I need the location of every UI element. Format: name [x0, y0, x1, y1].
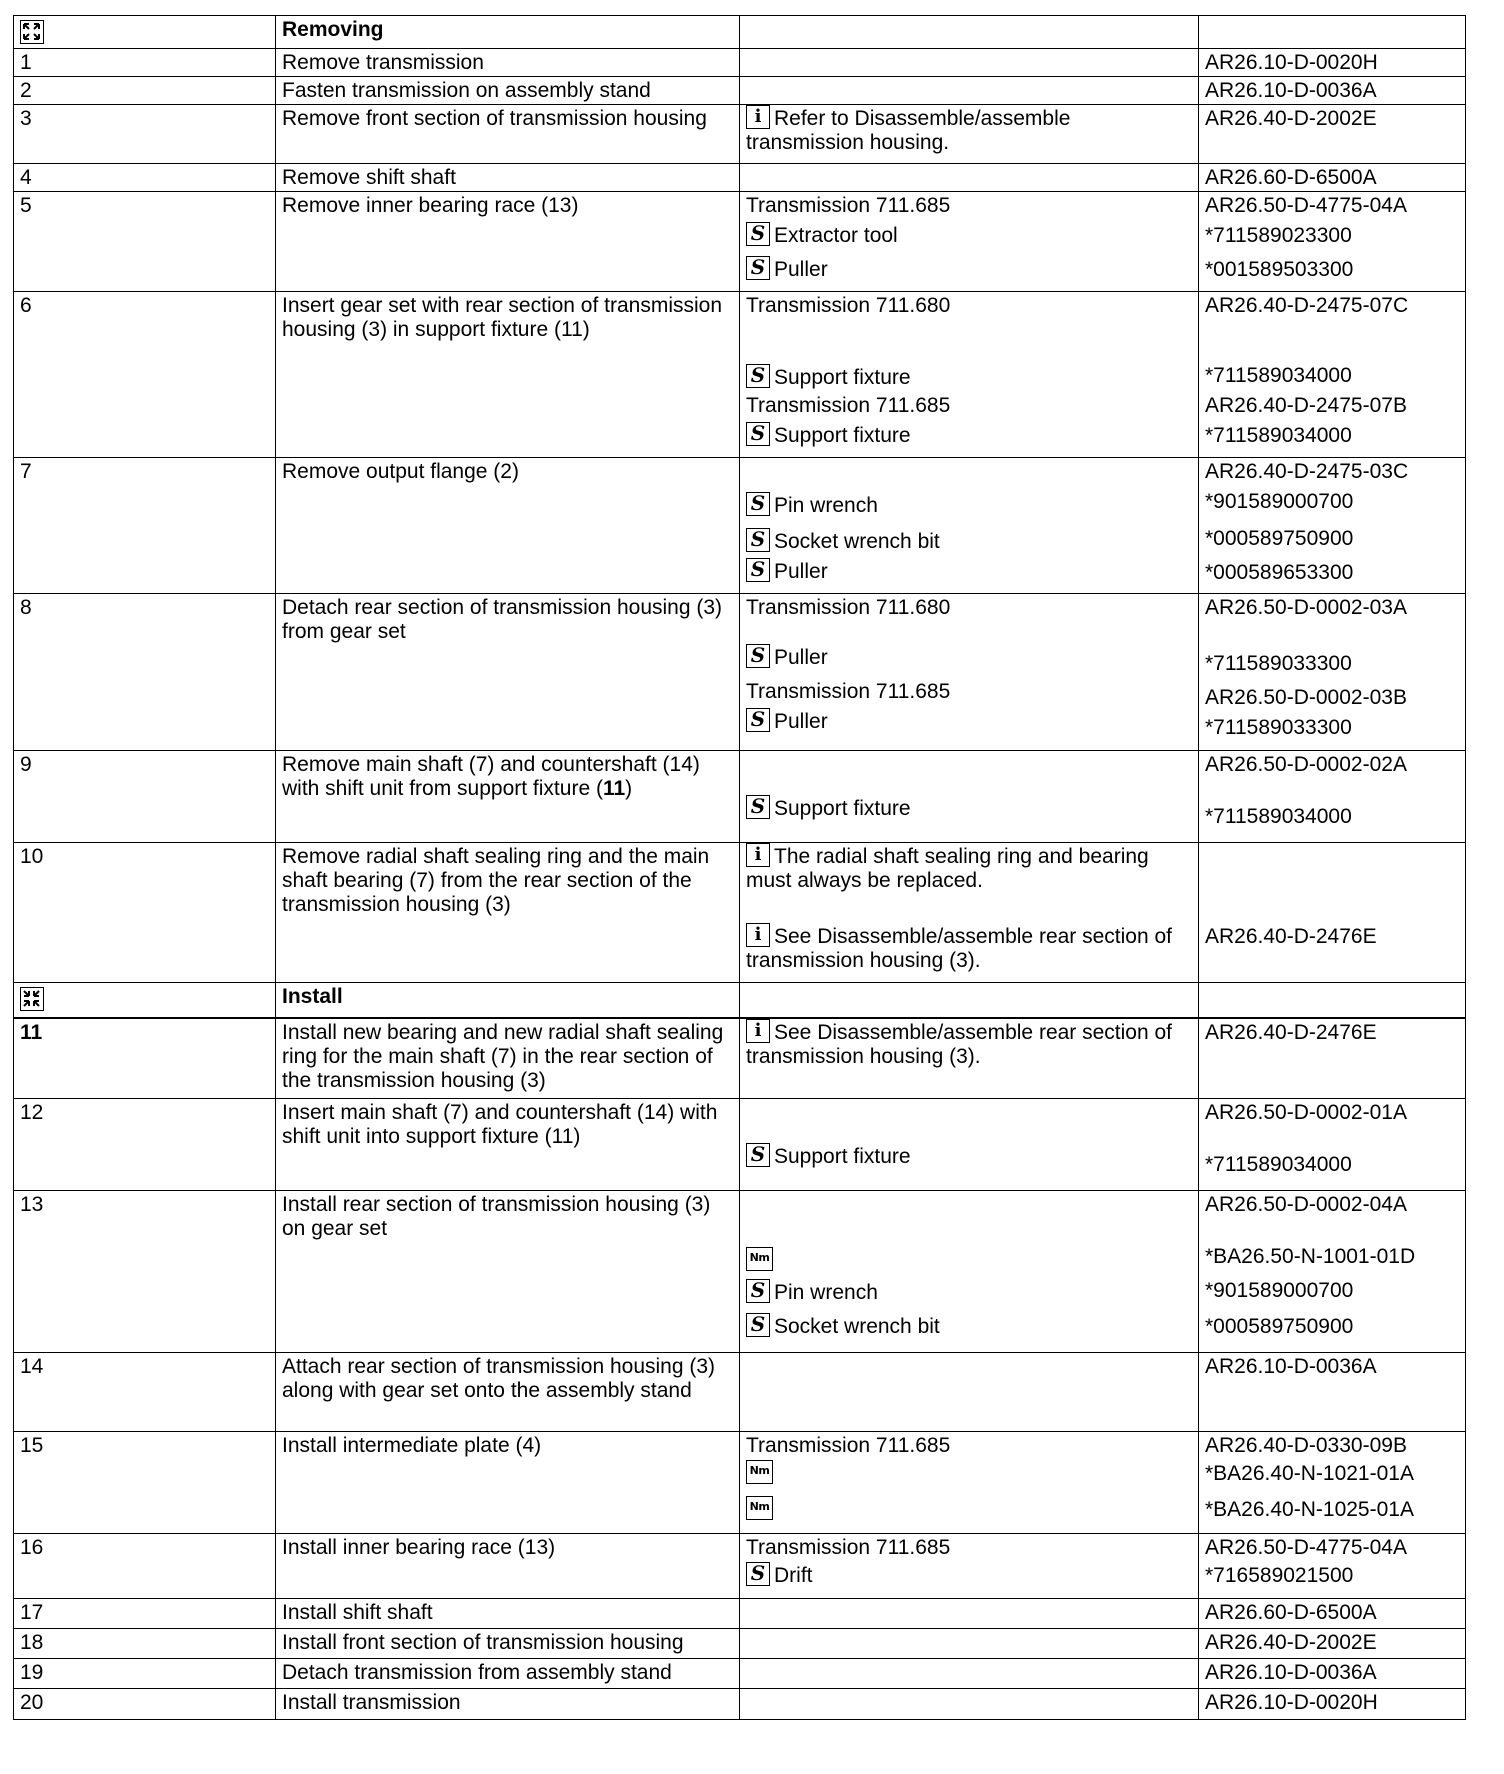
special-tool-icon: S — [746, 256, 770, 280]
step-tools: S Support fixture — [740, 751, 1199, 843]
step-tools: Transmission 711.685 Nm Nm — [740, 1432, 1199, 1534]
step-reference: AR26.10-D-0036A — [1199, 1353, 1466, 1432]
step-number: 16 — [14, 1534, 276, 1599]
info-icon: i — [746, 843, 770, 867]
step-description: Remove output flange (2) — [276, 458, 740, 594]
step-reference: AR26.50-D-0002-03A *711589033300 AR26.50-D-0002-03B *711589033300 — [1199, 594, 1466, 751]
step-tools: S Pin wrench S Socket wrench bit S Puller — [740, 458, 1199, 594]
special-tool-icon: S — [746, 644, 770, 668]
special-tool-icon: S — [746, 364, 770, 388]
step-reference: AR26.10-D-0020H — [1199, 1689, 1466, 1720]
step-tools: S Support fixture — [740, 1099, 1199, 1191]
step-description: Remove radial shaft sealing ring and the main shaft bearing (7) from the rear section of the transmission housing (3) — [276, 843, 740, 983]
step-reference: AR26.60-D-6500A — [1199, 1599, 1466, 1629]
step-number: 4 — [14, 164, 276, 192]
step-tools: Transmission 711.685 S Drift — [740, 1534, 1199, 1599]
step-reference: AR26.10-D-0036A — [1199, 77, 1466, 105]
step-number: 7 — [14, 458, 276, 594]
table-row — [14, 105, 1466, 164]
step-description: Install shift shaft — [276, 1599, 740, 1629]
step-description: Install front section of transmission housing — [276, 1629, 740, 1659]
step-number: 18 — [14, 1629, 276, 1659]
step-description: Remove transmission — [276, 49, 740, 77]
step-description: Insert gear set with rear section of transmission housing (3) in support fixture (11) — [276, 292, 740, 458]
section-header-removing — [14, 16, 1466, 49]
table-row — [14, 1629, 1466, 1659]
step-number: 19 — [14, 1659, 276, 1689]
step-number: 6 — [14, 292, 276, 458]
table-row — [14, 1191, 1466, 1353]
step-reference: AR26.50-D-0002-01A *711589034000 — [1199, 1099, 1466, 1191]
torque-icon: Nm — [746, 1496, 773, 1520]
step-description: Detach rear section of transmission housing (3) from gear set — [276, 594, 740, 751]
step-reference: AR26.50-D-4775-04A *711589023300 *001589503300 — [1199, 192, 1466, 292]
special-tool-icon: S — [746, 1279, 770, 1303]
table-row — [14, 164, 1466, 192]
step-number: 2 — [14, 77, 276, 105]
step-number: 5 — [14, 192, 276, 292]
step-number: 11 — [14, 1018, 276, 1099]
table-row — [14, 1432, 1466, 1534]
step-reference: AR26.10-D-0036A — [1199, 1659, 1466, 1689]
table-row — [14, 751, 1466, 843]
table-row — [14, 1534, 1466, 1599]
step-number: 1 — [14, 49, 276, 77]
collapse-arrows-icon — [20, 987, 44, 1011]
special-tool-icon: S — [746, 1143, 770, 1167]
table-row — [14, 1018, 1466, 1099]
step-reference: AR26.10-D-0020H — [1199, 49, 1466, 77]
table-row — [14, 843, 1466, 983]
section-title: Removing — [276, 16, 740, 49]
section-title: Install — [276, 983, 740, 1018]
table-row — [14, 49, 1466, 77]
step-description: Remove inner bearing race (13) — [276, 192, 740, 292]
step-number: 8 — [14, 594, 276, 751]
step-description: Attach rear section of transmission housing (3) along with gear set onto the assembly stand — [276, 1353, 740, 1432]
step-description: Install rear section of transmission housing (3) on gear set — [276, 1191, 740, 1353]
step-description: Install transmission — [276, 1689, 740, 1720]
step-description: Remove shift shaft — [276, 164, 740, 192]
step-number: 10 — [14, 843, 276, 983]
special-tool-icon: S — [746, 558, 770, 582]
special-tool-icon: S — [746, 1313, 770, 1337]
table-row — [14, 192, 1466, 292]
step-reference: AR26.40-D-2002E — [1199, 105, 1466, 164]
step-tools: Nm S Pin wrench S Socket wrench bit — [740, 1191, 1199, 1353]
expand-arrows-icon — [20, 20, 44, 44]
step-number: 3 — [14, 105, 276, 164]
step-reference: AR26.50-D-0002-04A *BA26.50-N-1001-01D *901589000700 *000589750900 — [1199, 1191, 1466, 1353]
step-description: Install new bearing and new radial shaft sealing ring for the main shaft (7) in the rear section of the transmission housing (3) — [276, 1018, 740, 1099]
step-description: Install inner bearing race (13) — [276, 1534, 740, 1599]
step-description: Install intermediate plate (4) — [276, 1432, 740, 1534]
step-number: 13 — [14, 1191, 276, 1353]
step-note: i Refer to Disassemble/assemble transmission housing. — [740, 105, 1199, 164]
torque-icon: Nm — [746, 1247, 773, 1271]
special-tool-icon: S — [746, 795, 770, 819]
step-reference: AR26.40-D-0330-09B *BA26.40-N-1021-01A *BA26.40-N-1025-01A — [1199, 1432, 1466, 1534]
info-icon: i — [746, 923, 770, 947]
step-description: Remove main shaft (7) and countershaft (14) with shift unit from support fixture (11) — [276, 751, 740, 843]
step-reference: AR26.50-D-4775-04A *716589021500 — [1199, 1534, 1466, 1599]
section-header-install — [14, 983, 1466, 1018]
step-tools: Transmission 711.685 S Extractor tool S Puller — [740, 192, 1199, 292]
step-description: Fasten transmission on assembly stand — [276, 77, 740, 105]
step-description: Insert main shaft (7) and countershaft (14) with shift unit into support fixture (11) — [276, 1099, 740, 1191]
step-reference: AR26.40-D-2476E — [1199, 843, 1466, 983]
step-number: 17 — [14, 1599, 276, 1629]
step-number: 15 — [14, 1432, 276, 1534]
special-tool-icon: S — [746, 708, 770, 732]
step-number: 14 — [14, 1353, 276, 1432]
step-description: Detach transmission from assembly stand — [276, 1659, 740, 1689]
step-reference: AR26.50-D-0002-02A *711589034000 — [1199, 751, 1466, 843]
step-reference: AR26.60-D-6500A — [1199, 164, 1466, 192]
step-description: Remove front section of transmission housing — [276, 105, 740, 164]
special-tool-icon: S — [746, 528, 770, 552]
special-tool-icon: S — [746, 222, 770, 246]
table-row — [14, 1599, 1466, 1629]
step-reference: AR26.40-D-2475-07C *711589034000 AR26.40-D-2475-07B *711589034000 — [1199, 292, 1466, 458]
step-number: 20 — [14, 1689, 276, 1720]
procedure-table — [13, 15, 1466, 1720]
step-reference: AR26.40-D-2002E — [1199, 1629, 1466, 1659]
step-number: 9 — [14, 751, 276, 843]
table-row — [14, 1659, 1466, 1689]
step-tools: Transmission 711.680 S Puller Transmission 711.685 S Puller — [740, 594, 1199, 751]
special-tool-icon: S — [746, 422, 770, 446]
table-row — [14, 1099, 1466, 1191]
torque-icon: Nm — [746, 1460, 773, 1484]
special-tool-icon: S — [746, 492, 770, 516]
table-row — [14, 1689, 1466, 1720]
table-row — [14, 594, 1466, 751]
info-icon: i — [746, 1019, 770, 1043]
step-note: i See Disassemble/assemble rear section of transmission housing (3). — [740, 1018, 1199, 1099]
table-row — [14, 1353, 1466, 1432]
step-reference: AR26.40-D-2476E — [1199, 1018, 1466, 1099]
table-row — [14, 77, 1466, 105]
step-number: 12 — [14, 1099, 276, 1191]
info-icon: i — [746, 105, 770, 129]
step-notes: i The radial shaft sealing ring and bearing must always be replaced. i See Disassemble/assemble rear section of transmission housing (3). — [740, 843, 1199, 983]
step-tools: Transmission 711.680 S Support fixture Transmission 711.685 S Support fixture — [740, 292, 1199, 458]
table-row — [14, 458, 1466, 594]
special-tool-icon: S — [746, 1562, 770, 1586]
table-row — [14, 292, 1466, 458]
step-reference: AR26.40-D-2475-03C *901589000700 *000589750900 *000589653300 — [1199, 458, 1466, 594]
